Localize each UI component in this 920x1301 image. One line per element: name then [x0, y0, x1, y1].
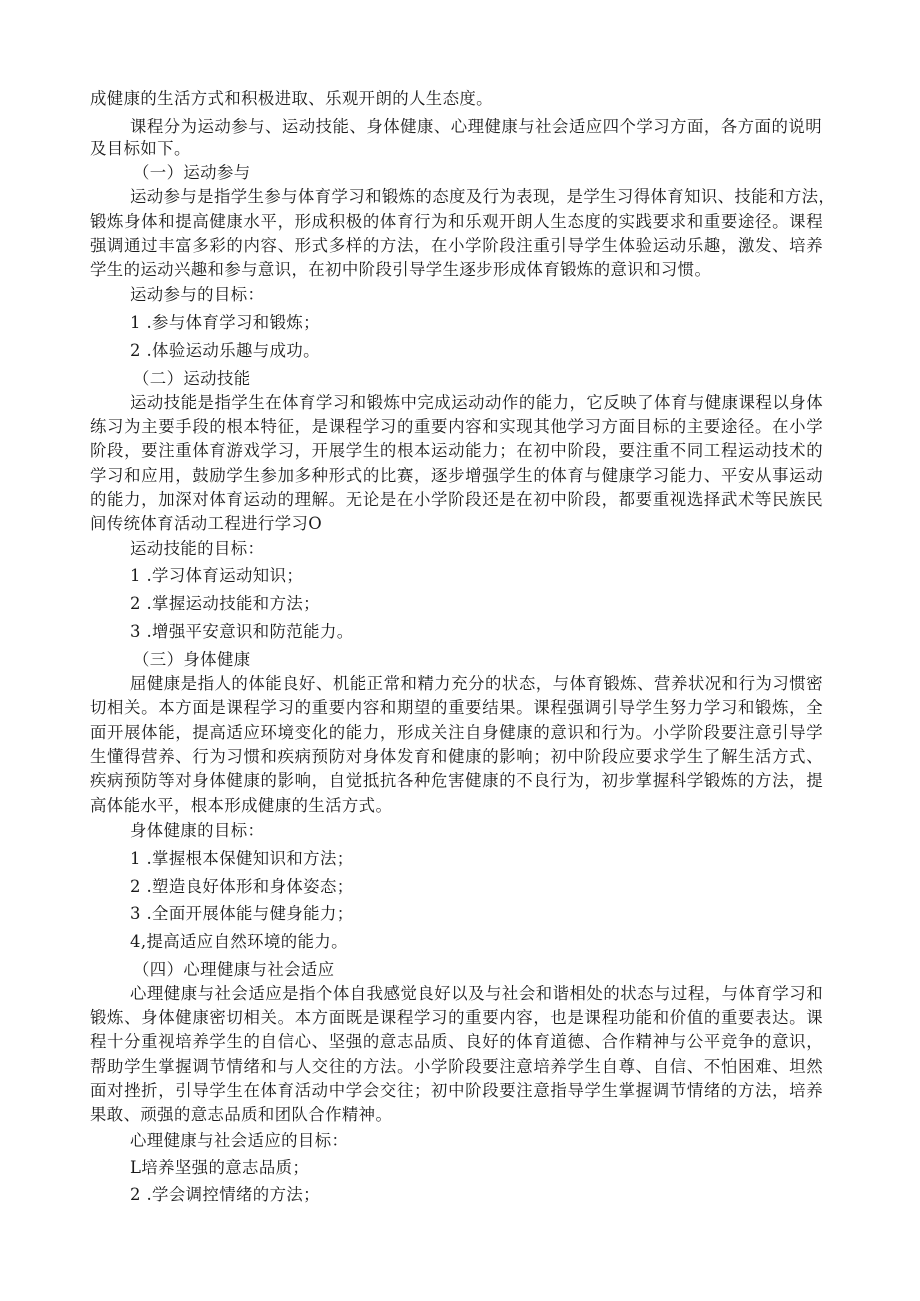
text-line: 切相关。本方面是课程学习的重要内容和期望的重要结果。课程强调引导学生努力学习和锻炼，全: [90, 698, 823, 717]
text-line: 心理健康与社会适应是指个体自我感觉良好以及与社会和谐相处的状态与过程，与体育学习和: [130, 984, 823, 1003]
text-line: 课程分为运动参与、运动技能、身体健康、心理健康与社会适应四个学习方面，各方面的说明: [130, 117, 822, 136]
section-heading: （二）运动技能: [133, 369, 251, 388]
text-line: 面开展体能，提高适应环境变化的能力，形成关注自身健康的意识和行为。小学阶段要注意引导学: [90, 723, 823, 742]
text-line: 运动技能的目标：: [130, 539, 265, 558]
list-item: 3 .全面开展体能与健身能力；: [130, 904, 354, 923]
list-item: 3 .增强平安意识和防范能力。: [130, 622, 354, 641]
list-item: 1 .参与体育学习和锻炼；: [130, 313, 320, 332]
text-line: 阶段，要注重体育游戏学习，开展学生的根本运动能力；在初中阶段，要注重不同工程运动技术的: [90, 441, 823, 460]
text-line: 学习和应用，鼓励学生参加多种形式的比赛，逐步增强学生的体育与健康学习能力、平安从事运动: [90, 466, 823, 485]
text-line: 学生的运动兴趣和参与意识，在初中阶段引导学生逐步形成体育锻炼的意识和习惯。: [90, 260, 712, 279]
list-item: 2 .塑造良好体形和身体姿态；: [130, 877, 354, 896]
section-heading: （一）运动参与: [133, 163, 251, 182]
list-item: L培养坚强的意志品质；: [130, 1158, 310, 1177]
list-item: 2 .体验运动乐趣与成功。: [130, 341, 320, 360]
text-line: 锻炼身体和提高健康水平，形成积极的体育行为和乐观开朗人生态度的实践要求和重要途径。课程: [90, 212, 823, 231]
text-line: 间传统体育活动工程进行学习O: [90, 514, 323, 533]
text-line: 运动参与的目标：: [130, 285, 265, 304]
text-line: 面对挫折，引导学生在体育活动中学会交往；初中阶段要注意指导学生掌握调节情绪的方法，培养: [90, 1081, 823, 1100]
text-line: 运动技能是指学生在体育学习和锻炼中完成运动动作的能力，它反映了体育与健康课程以身体: [130, 393, 823, 412]
text-line: 练习为主要手段的根本特征，是课程学习的重要内容和实现其他学习方面目标的主要途径。在小学: [90, 417, 823, 436]
text-line: 成健康的生活方式和积极进取、乐观开朗的人生态度。: [90, 89, 493, 108]
text-line: 及目标如下。: [90, 139, 191, 158]
text-line: 高体能水平，根本形成健康的生活方式。: [90, 796, 393, 815]
text-line: 的能力，加深对体育运动的理解。无论是在小学阶段还是在初中阶段，都要重视选择武术等民族民: [90, 490, 823, 509]
text-line: 强调通过丰富多彩的内容、形式多样的方法，在小学阶段注重引导学生体验运动乐趣，激发、培养: [90, 236, 823, 255]
section-heading: （四）心理健康与社会适应: [133, 960, 335, 979]
list-item: 1 .掌握根本保健知识和方法；: [130, 849, 354, 868]
list-item: 2 .掌握运动技能和方法；: [130, 594, 320, 613]
text-line: 生懂得营养、行为习惯和疾病预防对身体发育和健康的影响；初中阶段应要求学生了解生活方式、: [90, 747, 823, 766]
text-line: 程十分重视培养学生的自信心、坚强的意志品质、良好的体育道德、合作精神与公平竞争的意识，: [90, 1032, 823, 1051]
text-line: 疾病预防等对身体健康的影响，自觉抵抗各种危害健康的不良行为，初步掌握科学锻炼的方法，提: [90, 771, 823, 790]
text-line: 锻炼、身体健康密切相关。本方面既是课程学习的重要内容，也是课程功能和价值的重要表达。课: [90, 1008, 823, 1027]
text-line: 心理健康与社会适应的目标：: [130, 1131, 349, 1150]
text-line: 身体健康的目标：: [130, 821, 265, 840]
text-line: 运动参与是指学生参与体育学习和锻炼的态度及行为表现，是学生习得体育知识、技能和方法，: [130, 187, 836, 206]
list-item: 4,提高适应自然环境的能力。: [130, 932, 348, 951]
list-item: 2 .学会调控情绪的方法；: [130, 1185, 320, 1204]
section-heading: （三）身体健康: [133, 650, 251, 669]
text-line: 屈健康是指人的体能良好、机能正常和精力充分的状态，与体育锻炼、营养状况和行为习惯密: [130, 674, 823, 693]
text-line: 果敢、顽强的意志品质和团队合作精神。: [90, 1105, 393, 1124]
text-line: 帮助学生掌握调节情绪和与人交往的方法。小学阶段要注意培养学生自尊、自信、不怕困难、坦然: [90, 1057, 823, 1076]
list-item: 1 .学习体育运动知识；: [130, 566, 304, 585]
